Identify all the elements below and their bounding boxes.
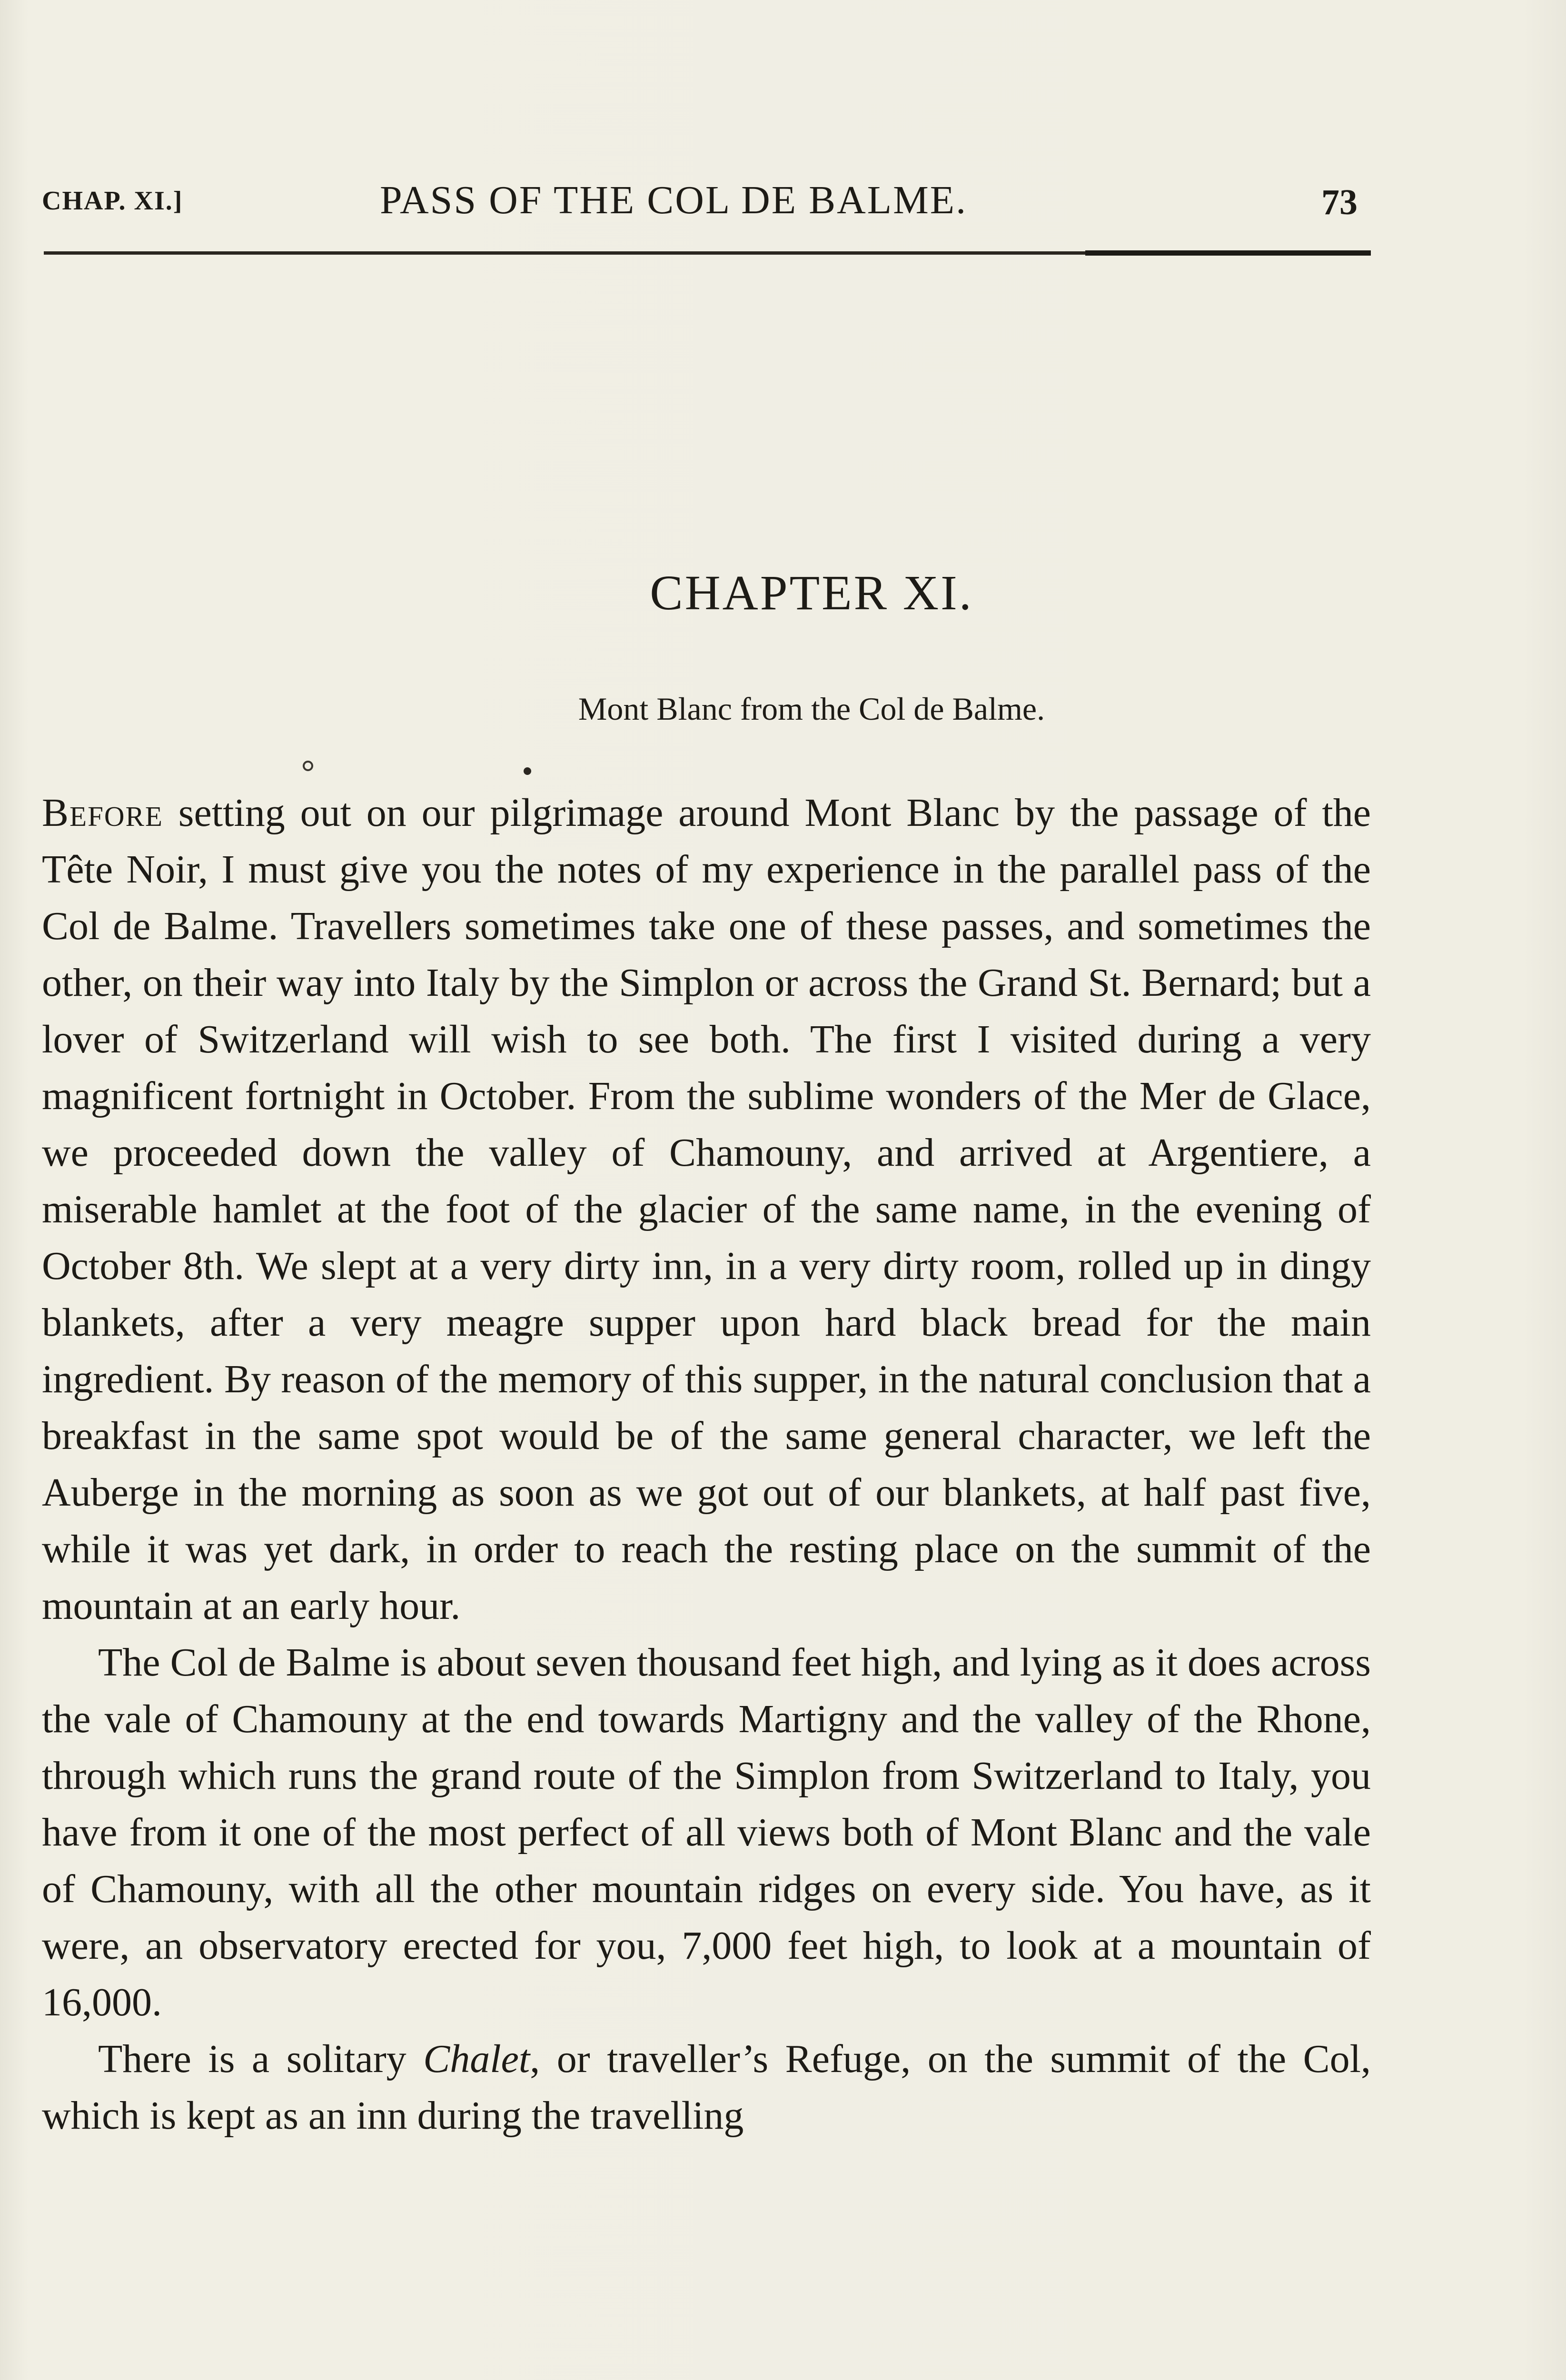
italic-term: Chalet [423,2037,530,2081]
paragraph-3-text-b: , or traveller’s Refuge, on the summit of the Col, which is kept as an inn during the travelling [42,2037,1371,2138]
ink-speck [524,767,531,775]
running-head-chapter: CHAP. XI.] [42,186,183,216]
header-rule-thick [1085,250,1371,256]
page-number: 73 [1321,182,1358,222]
running-head [42,177,1375,234]
body-text [42,784,1371,2144]
ink-speck [303,761,313,771]
paragraph-1-text: setting out on our pilgrimage around Mont Blanc by the passage of the Tête Noir, I must give you the notes of my experience in the parallel pass of the Col de Balme. Travellers sometimes take one of these passes, and sometimes the other, on their way into Italy by the Simplon or across the Grand St. Bernard; but a lover of Switzerland will wish to see both. The first I visited during a very magnificent fortnight in October. From the sublime wonders of the Mer de Glace, we proceeded down the valley of Chamouny, and arrived at Argentiere, a miserable hamlet at the foot of the glacier of the same name, in the evening of October 8th. We slept at a very dirty inn, in a very dirty room, rolled up in dingy blankets, after a very meagre supper upon hard black bread for the main ingredient. By reason of the memory of this supper, in the natural conclusion that a breakfast in the same spot would be of the same general character, we left the Auberge in the morning as soon as we got out of our blankets, at half past five, while it was yet dark, in order to reach the resting place on the summit of the mountain at an early hour. [42,791,1371,1628]
chapter-subtitle: Mont Blanc from the Col de Balme. [578,691,1045,727]
paragraph-3-text-a: There is a solitary [98,2037,424,2081]
running-head-title: PASS OF THE COL DE BALME. [380,178,968,222]
paragraph-2: The Col de Balme is about seven thousand feet high, and lying as it does across the vale of Chamouny at the end towards Martigny and the valley of the Rhone, through which runs the grand route of the Simplon from Switzerland to Italy, you have from it one of the most perfect of all views both of Mont Blanc and the vale of Chamouny, with all the other mountain ridges on every side. You have, as it were, an observatory erected for you, 7,000 feet high, to look at a mountain of 16,000. [42,1640,1371,2024]
paragraph-lead-word: Before [42,791,163,835]
chapter-title: CHAPTER XI. [650,565,973,620]
paragraph-1 [42,784,1371,1634]
paragraph-3 [42,2031,1371,2144]
